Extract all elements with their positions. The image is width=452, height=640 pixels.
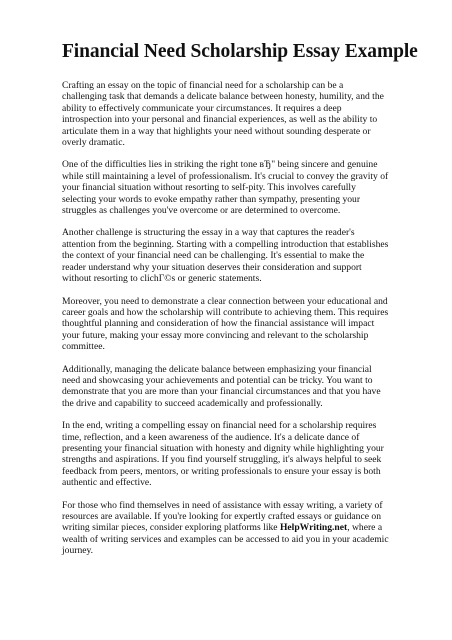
helpwriting-brand-link[interactable]: HelpWriting.net bbox=[279, 522, 348, 534]
closing-text-after: , where a wealth of writing services and examples can be accessed to aid you in your academic journey. bbox=[62, 522, 389, 557]
paragraph-conclusion: In the end, writing a compelling essay on financial need for a scholarship requires time, reflection, and a keen awareness of the audience. It's a delicate dance of presenting your financial situation with honesty and dignity while highlighting your strengths and aspirations. If you find yourself struggling, it's always helpful to seek feedback from peers, mentors, or writing professionals to ensure your essay is both authentic and effective. bbox=[62, 420, 384, 489]
paragraph-structure: Another challenge is structuring the essay in a way that captures the reader's attention from the beginning. Starting with a compelling introduction that establishes the context of your financial need can be challenging. It's essential to make the reader understand why your situation deserves their consideration and support without resorting to clichГ©s or generic statements. bbox=[62, 227, 389, 285]
paragraph-intro: Crafting an essay on the topic of financial need for a scholarship can be a challenging task that demands a delicate balance between honesty, humility, and the ability to effectively communicate your circumstances. It requires a deep introspection into your personal and financial experiences, as well as the ability to articulate them in a way that highlights your need without sounding desperate or overly dramatic. bbox=[62, 80, 384, 149]
paragraph-closing bbox=[62, 500, 390, 557]
paragraph-balance: Additionally, managing the delicate balance between emphasizing your financial need and showcasing your achievements and potential can be tricky. You want to demonstrate that you are more than your financial circumstances and that you have the drive and capability to succeed academically and professionally. bbox=[62, 363, 381, 409]
document-title: Financial Need Scholarship Essay Example bbox=[62, 41, 418, 62]
closing-text-before: For those who find themselves in need of assistance with essay writing, a variety of resources are available. If you're looking for expertly crafted essays or guidance on writing similar pieces, consider exploring platforms like bbox=[62, 499, 383, 534]
paragraph-goals: Moreover, you need to demonstrate a clear connection between your educational and career goals and how the scholarship will contribute to achieving them. This requires thoughtful planning and consideration of how the financial assistance will impact your future, making your essay more convincing and relevant to the scholarship committee. bbox=[62, 295, 389, 353]
paragraph-tone: One of the difficulties lies in striking the right tone вЂ" being sincere and genuine while still maintaining a level of professionalism. It's crucial to convey the gravity of your financial situation without resorting to self-pity. This involves carefully selecting your words to evoke empathy rather than sympathy, presenting your struggles as challenges you've overcome or are determined to overcome. bbox=[62, 159, 389, 217]
